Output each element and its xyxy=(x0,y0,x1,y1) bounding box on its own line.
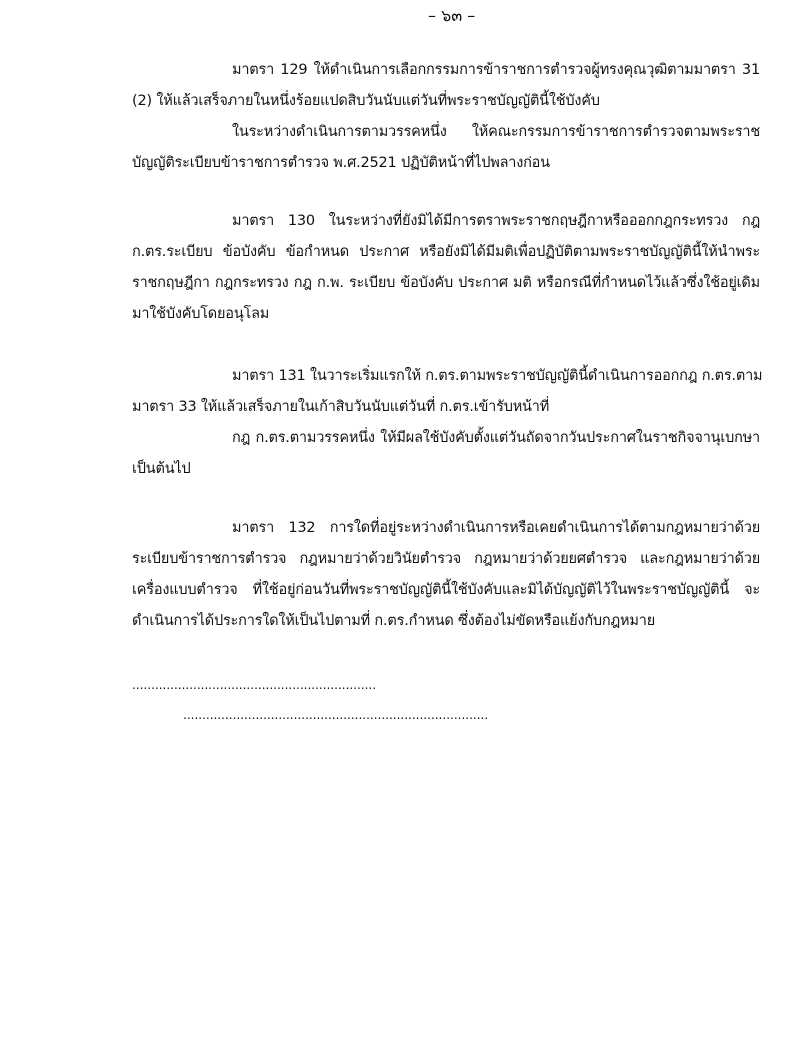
section-132-line-2: ระเบียบข้าราชการตำรวจ กฎหมายว่าด้วยวินัยตำรวจ กฎหมายว่าด้วยยศตำรวจ และกฎหมายว่าด้วย xyxy=(132,551,760,567)
section-132-line-1: มาตรา 132 การใดที่อยู่ระหว่างดำเนินการหรือเคยดำเนินการได้ตามกฎหมายว่าด้วย xyxy=(232,520,760,536)
page-number: – ๖๓ – xyxy=(428,6,476,25)
section-131-line-1: มาตรา 131 ในวาระเริ่มแรกให้ ก.ตร.ตามพระราชบัญญัตินี้ดำเนินการออกกฎ ก.ตร.ตาม xyxy=(232,368,763,384)
section-131-line-2: มาตรา 33 ให้แล้วเสร็จภายในเก้าสิบวันนับแต่วันที่ ก.ตร.เข้ารับหน้าที่ xyxy=(132,399,550,415)
section-129-line-2: (2) ให้แล้วเสร็จภายในหนึ่งร้อยแปดสิบวันนับแต่วันที่พระราชบัญญัตินี้ใช้บังคับ xyxy=(132,93,600,109)
section-129-line-4: บัญญัติระเบียบข้าราชการตำรวจ พ.ศ.2521 ปฏิบัติหน้าที่ไปพลางก่อน xyxy=(132,155,550,171)
section-131-line-3: กฎ ก.ตร.ตามวรรคหนึ่ง ให้มีผลใช้บังคับตั้งแต่วันถัดจากวันประกาศในราชกิจจานุเบกษา xyxy=(232,430,760,446)
signature-dotted-line-2: ................................................................................ xyxy=(183,708,489,722)
section-129-line-1: มาตรา 129 ให้ดำเนินการเลือกกรรมการข้าราชการตำรวจผู้ทรงคุณวุฒิตามมาตรา 31 xyxy=(232,62,760,78)
section-130-line-4: มาใช้บังคับโดยอนุโลม xyxy=(132,306,270,322)
signature-dotted-line-1: ................................................................ xyxy=(132,678,377,692)
section-132-line-4: ดำเนินการได้ประการใดให้เป็นไปตามที่ ก.ตร.กำหนด ซึ่งต้องไม่ขัดหรือแย้งกับกฎหมาย xyxy=(132,613,655,629)
section-132-line-3: เครื่องแบบตำรวจ ที่ใช้อยู่ก่อนวันที่พระราชบัญญัตินี้ใช้บังคับและมิได้บัญญัติไว้ในพระราชบัญญัตินี้ จะ xyxy=(132,582,760,598)
section-130-line-3: ราชกฤษฎีกา กฎกระทรวง กฎ ก.พ. ระเบียบ ข้อบังคับ ประกาศ มติ หรือกรณีที่กำหนดไว้แล้วซึ่งใช้อยู่เดิม xyxy=(132,275,760,291)
section-129-line-3: ในระหว่างดำเนินการตามวรรคหนึ่ง ให้คณะกรรมการข้าราชการตำรวจตามพระราช xyxy=(232,124,760,140)
section-130-line-2: ก.ตร.ระเบียบ ข้อบังคับ ข้อกำหนด ประกาศ หรือยังมิได้มีมติเพื่อปฏิบัติตามพระราชบัญญัตินี้ให้นำพระ xyxy=(132,244,760,260)
section-131-line-4: เป็นต้นไป xyxy=(132,461,191,477)
section-130-line-1: มาตรา 130 ในระหว่างที่ยังมิได้มีการตราพระราชกฤษฎีกาหรือออกกฎกระทรวง กฎ xyxy=(232,213,760,229)
